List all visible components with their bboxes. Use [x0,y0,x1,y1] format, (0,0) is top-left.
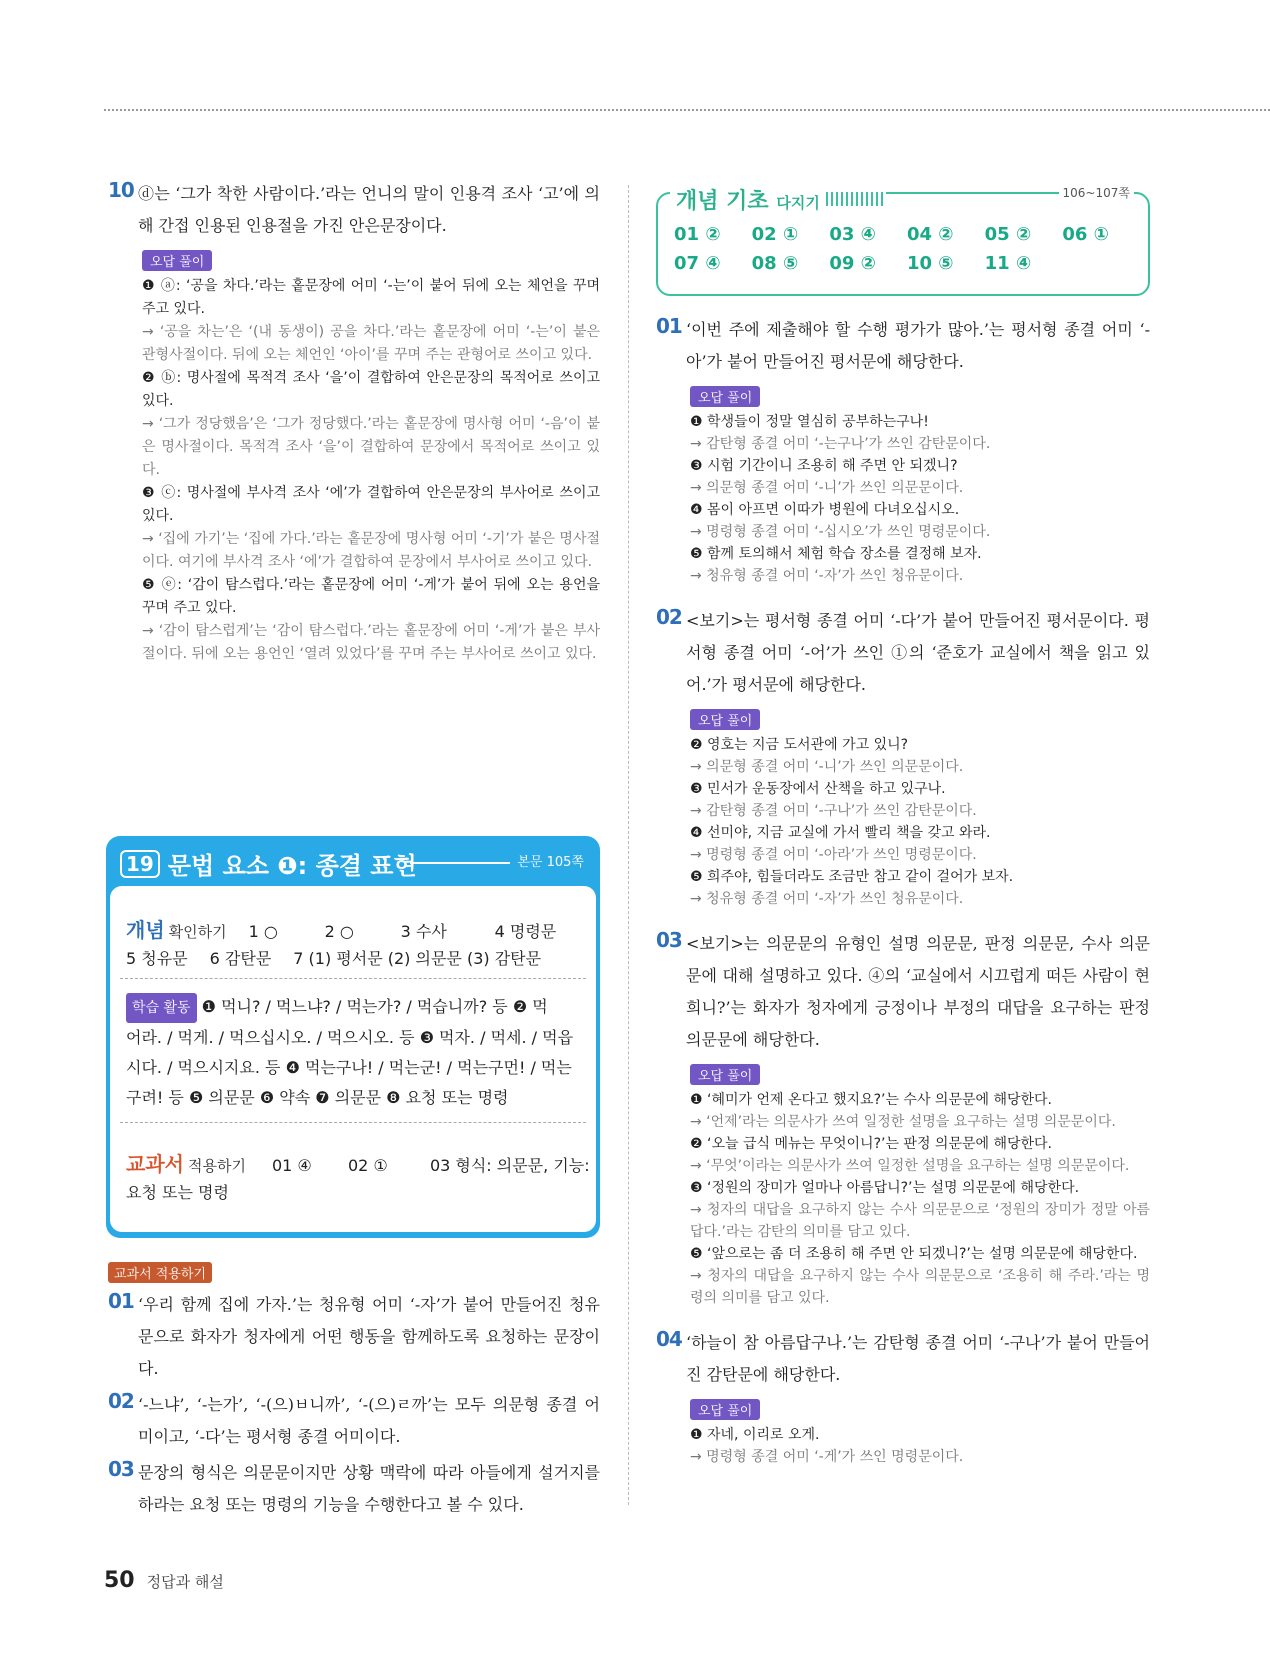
textbook-label-small: 적용하기 [187,1157,246,1175]
page-label: 정답과 해설 [146,1573,224,1591]
learning-activity [126,992,582,1113]
concept-answer: 07 ④ [674,253,721,274]
textbook-apply-badge: 교과서 적용하기 [108,1262,212,1283]
right-items [656,314,1150,1486]
concept-answer: 09 ② [829,253,876,274]
concept-basics-title-small: 다지기 [776,194,820,212]
textbook-answer: 01 ④ [271,1156,312,1175]
activity-line: 구려! 등 ❺ 의문문 ❻ 약속 ❼ 의문문 ❽ 요청 또는 명령 [126,1088,509,1107]
question-text: ⓓ는 ‘그가 착한 사람이다.’라는 언니의 말이 인용격 조사 ‘고’에 의해 간접 인용된 인용절을 가진 안은문장이다. [138,184,600,235]
right-question [656,1327,1150,1468]
question-10 [108,178,600,666]
apply-item-text: ‘-느냐’, ‘-는가’, ‘-(으)ㅂ니까’, ‘-(으)ㄹ까’는 모두 의문형 종결 어미이고, ‘-다’는 평서형 종결 어미이다. [138,1395,600,1446]
apply-item-number: 01 [108,1289,134,1313]
solution-item: ❶ ‘혜미가 언제 온다고 했지요?’는 수사 의문문에 해당한다. [690,1092,1053,1108]
apply-item-number: 03 [108,1457,134,1481]
section-content [110,886,596,1232]
concept-check-row2 [126,946,541,969]
solution-explanation: → ‘그가 정당했음’은 ‘그가 정당했다.’라는 홑문장에 명사형 어미 ‘-음’이 붙은 명사절이다. 목적격 조사 ‘을’이 결합하여 문장에서 목적어로 쓰이고 있다. [142,416,600,478]
solution-block [686,378,1150,587]
concept-answer: 6 감탄문 [209,949,272,968]
textbook-answer: 02 ① [347,1156,388,1175]
concept-answer: 05 ② [984,224,1032,245]
solution-explanation: → 청유형 종결 어미 ‘-자’가 쓰인 청유문이다. [690,568,964,584]
solution-list [142,275,600,666]
solution-item: ❷ ‘오늘 급식 메뉴는 무엇이니?’는 판정 의문문에 해당한다. [690,1136,1053,1152]
solution-item: ❶ 자네, 이리로 오게. [690,1427,820,1443]
section-title: 문법 요소 ❶: 종결 표현 [167,852,417,880]
column-divider [628,185,629,1505]
apply-item-number: 02 [108,1389,134,1413]
solution-explanation: → 청자의 대답을 요구하지 않는 수사 의문문으로 ‘조용히 해 주라.’라는 명령의 의미를 담고 있다. [690,1268,1150,1306]
question-number: 01 [656,314,682,338]
section-pages: 본문 105쪽 [517,855,584,870]
concept-answer: 08 ⑤ [751,253,799,274]
wrong-answer-badge: 오답 풀이 [690,386,760,407]
solution-item: ❷ ⓑ: 명사절에 목적격 조사 ‘을’이 결합하여 안은문장의 목적어로 쓰이고 있다. [142,370,600,409]
solution-item: ❺ ⓔ: ‘감이 탐스럽다.’라는 홑문장에 어미 ‘-게’가 붙어 뒤에 오는 용언을 꾸며 주고 있다. [142,577,600,616]
question-number: 04 [656,1327,682,1351]
right-question [656,605,1150,910]
divider [120,978,586,979]
right-question [656,928,1150,1309]
wrong-answer-badge: 오답 풀이 [690,1399,760,1420]
solution-item: ❺ ‘앞으로는 좀 더 조용히 해 주면 안 되겠니?’는 설명 의문문에 해당한다. [690,1246,1138,1262]
question-text: <보기>는 평서형 종결 어미 ‘-다’가 붙어 만들어진 평서문이다. 평서형 종결 어미 ‘-어’가 쓰인 ①의 ‘준호가 교실에서 책을 읽고 있어.’가 평서문에 해당한다. [686,611,1150,694]
solution-explanation: → 의문형 종결 어미 ‘-니’가 쓰인 의문문이다. [690,759,964,775]
apply-item-text: ‘우리 함께 집에 가자.’는 청유형 어미 ‘-자’가 붙어 만들어진 청유문으로 화자가 청자에게 어떤 행동을 함께하도록 요청하는 문장이다. [138,1295,600,1378]
solution-item: ❸ 민서가 운동장에서 산책을 하고 있구나. [690,781,946,797]
solution-item: ❹ 선미야, 지금 교실에 가서 빨리 책을 갖고 와라. [690,825,991,841]
concept-basics-box [656,186,1150,296]
solution-explanation: → 의문형 종결 어미 ‘-니’가 쓰인 의문문이다. [690,480,964,496]
solution-item: ❶ ⓐ: ‘공을 차다.’라는 홑문장에 어미 ‘-는’이 붙어 뒤에 오는 체언을 꾸며 주고 있다. [142,278,600,317]
concept-answer: 03 ④ [829,224,876,245]
page-footer [104,1568,224,1593]
wrong-answer-badge: 오답 풀이 [142,250,212,271]
solution-explanation: → ‘감이 탐스럽게’는 ‘감이 탐스럽다.’라는 홑문장에 어미 ‘-게’가 붙은 부사절이다. 뒤에 오는 용언인 ‘열려 있었다’를 꾸며 주는 부사어로 쓰이고 있다. [142,623,600,662]
solution-explanation: → 청자의 대답을 요구하지 않는 수사 의문문으로 ‘정원의 장미가 정말 아름답다.’라는 감탄의 의미를 담고 있다. [690,1202,1150,1240]
wrong-answer-badge: 오답 풀이 [690,1064,760,1085]
solution-explanation: → 감탄형 종결 어미 ‘-구나’가 쓰인 감탄문이다. [690,803,977,819]
solution-item: ❸ ‘정원의 장미가 얼마나 아름답니?’는 설명 의문문에 해당한다. [690,1180,1080,1196]
concept-answer: 01 ② [674,224,721,245]
textbook-apply-row2: 요청 또는 명령 [126,1183,229,1202]
solution-explanation: → ‘공을 차는’은 ‘(내 동생이) 공을 차다.’라는 홑문장에 어미 ‘-는’이 붙은 관형사절이다. 뒤에 오는 체언인 ‘아이’를 꾸며 주는 관형어로 쓰이고 있다. [142,324,600,363]
solution-block [686,701,1150,910]
concept-answer: 7 (1) 평서문 (2) 의문문 (3) 감탄문 [293,949,542,968]
solution-item: ❷ 영호는 지금 도서관에 가고 있니? [690,737,909,753]
solution-explanation: → 감탄형 종결 어미 ‘-는구나’가 쓰인 감탄문이다. [690,436,991,452]
activity-badge: 학습 활동 [126,993,197,1023]
wrong-answer-badge: 오답 풀이 [690,709,760,730]
concept-answer: 1 ○ [248,922,278,941]
concept-check-row1 [126,914,580,943]
apply-items [108,1289,600,1521]
concept-answer: 3 수사 [400,922,447,941]
solution-item: ❸ ⓒ: 명사절에 부사격 조사 ‘에’가 결합하여 안은문장의 부사어로 쓰이고 있다. [142,485,600,524]
solution-explanation: → ‘무엇’이라는 의문사가 쓰여 일정한 설명을 요구하는 설명 의문문이다. [690,1158,1130,1174]
question-text: <보기>는 의문문의 유형인 설명 의문문, 판정 의문문, 수사 의문문에 대해 설명하고 있다. ④의 ‘교실에서 시끄럽게 떠든 사람이 현희니?’는 화자가 청자에게 긍정이나 부정의 대답을 요구하는 판정 의문문에 해당한다. [686,934,1150,1049]
solution-item: ❸ 시험 기간이니 조용히 해 주면 안 되겠니? [690,458,958,474]
solution-explanation: → 명령형 종결 어미 ‘-아라’가 쓰인 명령문이다. [690,847,977,863]
activity-line: ❶ 먹니? / 먹느냐? / 먹는가? / 먹습니까? 등 ❷ 먹 [201,997,548,1016]
section-19-box [106,836,600,1238]
concept-answer: 04 ② [906,224,954,245]
solution-explanation: → 명령형 종결 어미 ‘-게’가 쓰인 명령문이다. [690,1449,964,1465]
solution-list [690,1424,1150,1468]
solution-explanation: → 명령형 종결 어미 ‘-십시오’가 쓰인 명령문이다. [690,524,991,540]
question-number: 02 [656,605,682,629]
concept-label-small: 확인하기 [168,923,227,941]
textbook-label: 교과서 [126,1152,184,1176]
apply-item-text: 문장의 형식은 의문문이지만 상황 맥락에 따라 아들에게 설거지를 하라는 요청 또는 명령의 기능을 수행한다고 볼 수 있다. [138,1463,600,1514]
solution-item: ❺ 희주야, 힘들더라도 조금만 참고 같이 걸어가 보자. [690,869,1014,885]
textbook-apply-row1 [126,1148,590,1177]
section-number: 19 [120,850,160,878]
concept-answer-grid [674,224,1140,274]
question-number: 03 [656,928,682,952]
concept-basics-title-main: 개념 기초 [676,189,769,214]
concept-basics-title [670,184,826,215]
stripe-decoration [826,192,886,206]
page-number: 50 [104,1568,135,1593]
divider [120,1122,586,1123]
question-text: ‘이번 주에 제출해야 할 수행 평가가 많아.’는 평서형 종결 어미 ‘-아’가 붙어 만들어진 평서문에 해당한다. [686,320,1150,371]
apply-item [108,1389,600,1453]
solution-explanation: → ‘집에 가기’는 ‘집에 가다.’라는 홑문장에 명사형 어미 ‘-기’가 붙은 명사절이다. 여기에 부사격 조사 ‘에’가 결합하여 문장에서 부사어로 쓰이고 있다. [142,531,600,570]
solution-list [690,1089,1150,1309]
textbook-apply-explanations [108,1262,600,1525]
apply-item [108,1289,600,1385]
concept-answer: 02 ① [751,224,799,245]
concept-answer: 11 ④ [984,253,1032,274]
solution-item: ❹ 몸이 아프면 이따가 병원에 다녀오십시오. [690,502,960,518]
solution-explanation: → ‘언제’라는 의문사가 쓰여 일정한 설명을 요구하는 설명 의문문이다. [690,1114,1116,1130]
solution-item: ❺ 함께 토의해서 체험 학습 장소를 결정해 보자. [690,546,982,562]
concept-answer: 5 청유문 [126,949,188,968]
question-number: 10 [108,178,134,202]
textbook-answer: 03 형식: 의문문, 기능: [429,1156,590,1175]
activity-line: 시다. / 먹으시지요. 등 ❹ 먹는구나! / 먹는군! / 먹는구먼! / 먹는 [126,1058,572,1077]
solution-block [686,1056,1150,1309]
concept-label: 개념 [126,918,165,942]
left-column [108,178,600,666]
solution-item: ❶ 학생들이 정말 열심히 공부하는구나! [690,414,929,430]
header-line [410,862,510,864]
solution-list [690,734,1150,910]
activity-line: 어라. / 먹게. / 먹으십시오. / 먹으시오. 등 ❸ 먹자. / 먹세. / 먹읍 [126,1028,574,1047]
apply-item [108,1457,600,1521]
section-header [120,846,417,881]
solution-explanation: → 청유형 종결 어미 ‘-자’가 쓰인 청유문이다. [690,891,964,907]
concept-basics-pages: 106~107쪽 [1059,184,1134,201]
solution-block [686,1391,1150,1468]
question-text: ‘하늘이 참 아름답구나.’는 감탄형 종결 어미 ‘-구나’가 붙어 만들어진 감탄문에 해당한다. [686,1333,1150,1384]
concept-answer: 2 ○ [324,922,354,941]
top-dotted-rule [104,109,1270,111]
right-question [656,314,1150,587]
concept-answer: 10 ⑤ [906,253,954,274]
concept-answer: 06 ① [1062,224,1109,245]
concept-answer: 4 명령문 [494,922,557,941]
solution-list [690,411,1150,587]
